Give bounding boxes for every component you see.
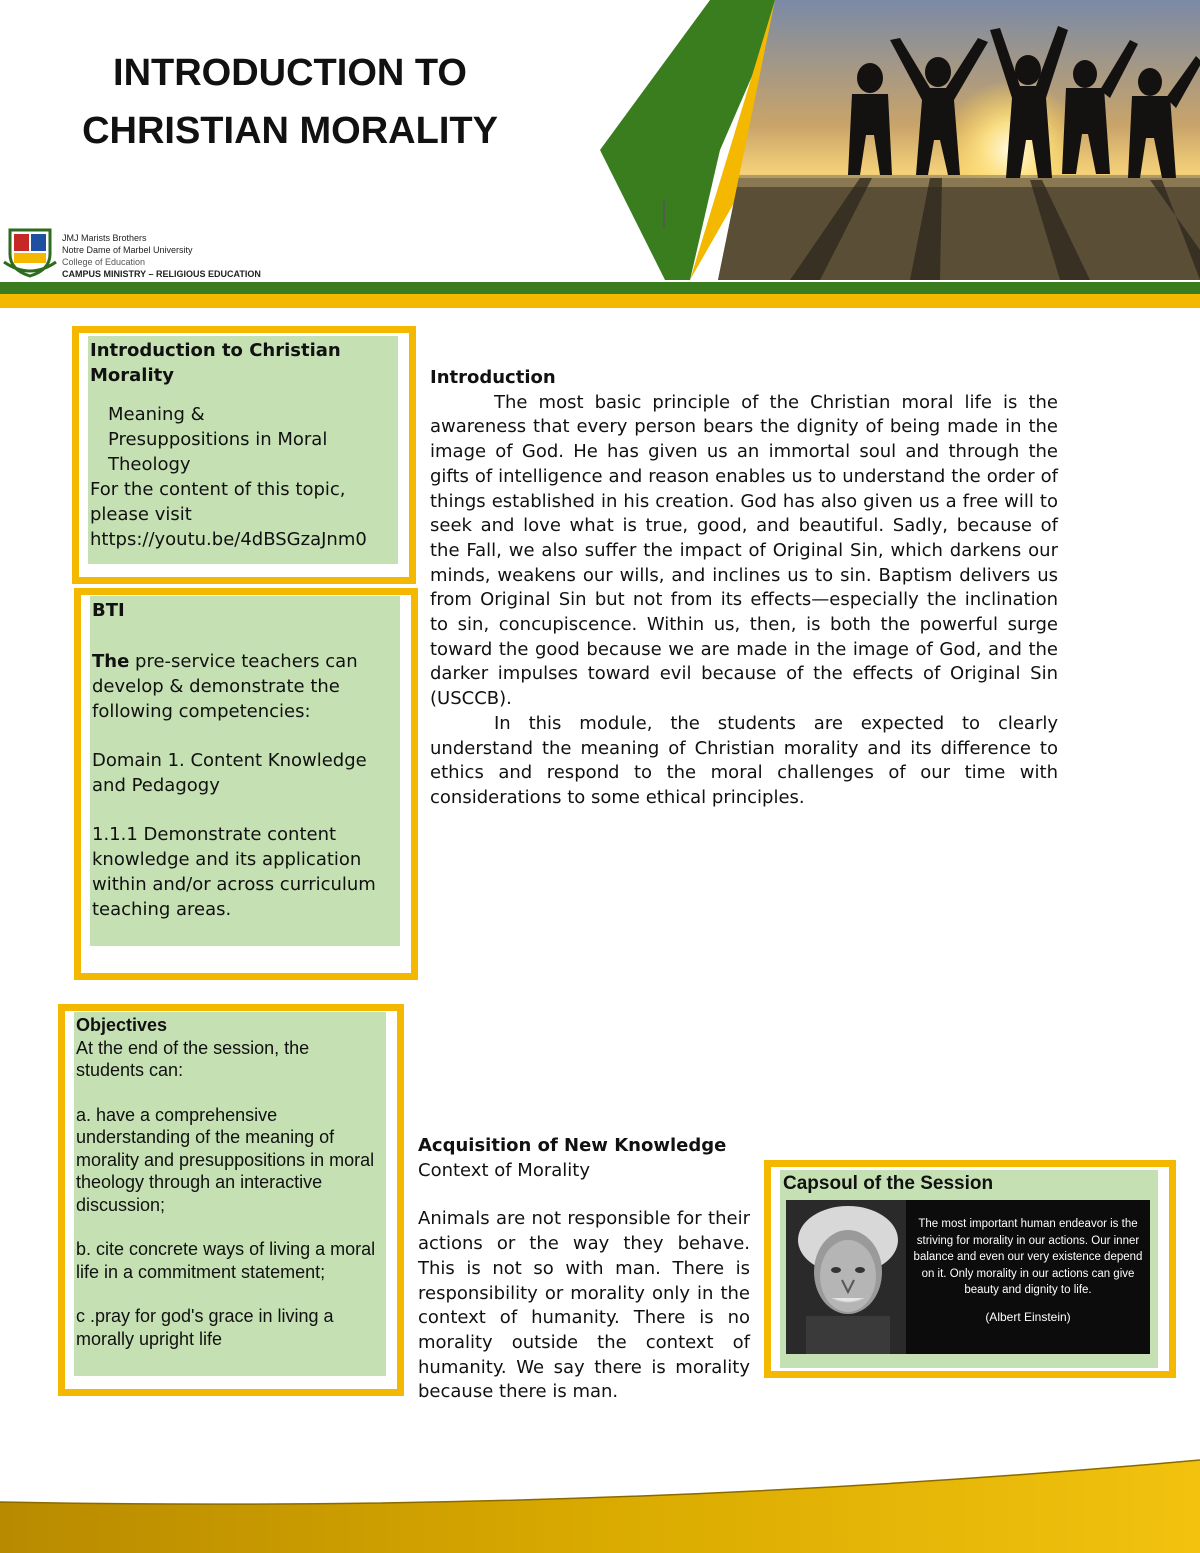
capsoul-box bbox=[780, 1170, 1158, 1368]
capsoul-quote: The most important human endeavor is the striving for morality in our actions. Our inner balance and even our very existence depend on it. Only morality in our actions can give beauty and dignity to life. bbox=[913, 1218, 1143, 1296]
einstein-portrait bbox=[786, 1200, 906, 1354]
header-decoration bbox=[590, 0, 1200, 300]
capsoul-attribution: (Albert Einstein) bbox=[985, 1310, 1071, 1324]
introduction-paragraph: The most basic principle of the Christian moral life is the awareness that every person bears the dignity of being made in the image of God. He has given us an immortal soul and through the gifts of intelligence and reason enables us to understand the order of things established in his creation. God has also given us a free will to seek and love what is true, good, and beautiful. Sadly, because of the Fall, we also suffer the impact of Original Sin, which darkens our minds, weakens our wills, and inclines us to sin. Baptism delivers us from Original Sin but not from its effects—especially the inclination to sin, concupiscence. Within us, then, is both the powerful surge toward the good because we are made in the image of God, and the darker impulses toward evil because of the effects of Original Sin (USCCB). bbox=[430, 391, 1058, 710]
intro-box bbox=[88, 336, 398, 564]
objectives-heading: Objectives bbox=[76, 1015, 168, 1035]
einstein-quote-image bbox=[786, 1200, 1150, 1354]
header-yellow-stripe bbox=[0, 294, 1200, 308]
acquisition-paragraph: Animals are not responsible for their actions or the way they behave. This is not so with man. There is responsibility or morality only in the context of humanity. There is no morality outside the context of humanity. We say there is morality because there is man. bbox=[418, 1208, 750, 1403]
objective-item: c .pray for god's grace in living a morally upright life bbox=[76, 1306, 334, 1349]
bti-heading: BTI bbox=[92, 600, 125, 621]
page-title: INTRODUCTION TO CHRISTIAN MORALITY bbox=[82, 52, 498, 152]
acquisition-heading: Acquisition of New Knowledge bbox=[418, 1135, 727, 1156]
capsoul-heading: Capsoul of the Session bbox=[783, 1173, 994, 1194]
bti-competency: 1.1.1 Demonstrate content knowledge and its application within and/or across curriculum teaching areas. bbox=[92, 824, 376, 920]
introduction-section bbox=[430, 366, 1058, 811]
university-logo bbox=[2, 222, 58, 278]
intro-box-content-text: For the content of this topic, please visit bbox=[90, 479, 346, 525]
introduction-heading: Introduction bbox=[430, 367, 556, 388]
logo-text: JMJ Marists Brothers Notre Dame of Marbel University College of Education CAMPUS MINISTRY – RELIGIOUS EDUCATION bbox=[62, 233, 261, 279]
acquisition-subheading: Context of Morality bbox=[418, 1159, 590, 1181]
intro-box-heading: Introduction to Christian Morality bbox=[90, 340, 341, 386]
intro-box-subtitle: Meaning & Presuppositions in Moral Theology bbox=[108, 404, 328, 475]
video-link[interactable]: https://youtu.be/4dBSGzaJnm0 bbox=[90, 529, 367, 550]
objectives-box bbox=[74, 1012, 386, 1376]
objectives-intro: At the end of the session, the students can: bbox=[76, 1037, 310, 1080]
bti-lead: The pre-service teachers can develop & demonstrate the following competencies: bbox=[92, 651, 358, 722]
acquisition-section bbox=[418, 1134, 750, 1405]
footer-swoosh bbox=[0, 1430, 1200, 1553]
bti-box bbox=[90, 596, 400, 946]
header-green-stripe bbox=[0, 282, 1200, 294]
header-photo bbox=[710, 0, 1200, 280]
objective-item: a. have a comprehensive understanding of the meaning of morality and presuppositions in moral theology through an interactive discussion; bbox=[76, 1104, 375, 1215]
introduction-paragraph: In this module, the students are expected to clearly understand the meaning of Christian morality and its difference to ethics and respond to the moral challenges of our time with considerations to some ethical principles. bbox=[430, 712, 1058, 808]
objective-item: b. cite concrete ways of living a moral life in a commitment statement; bbox=[76, 1239, 376, 1282]
bti-domain: Domain 1. Content Knowledge and Pedagogy bbox=[92, 750, 367, 796]
